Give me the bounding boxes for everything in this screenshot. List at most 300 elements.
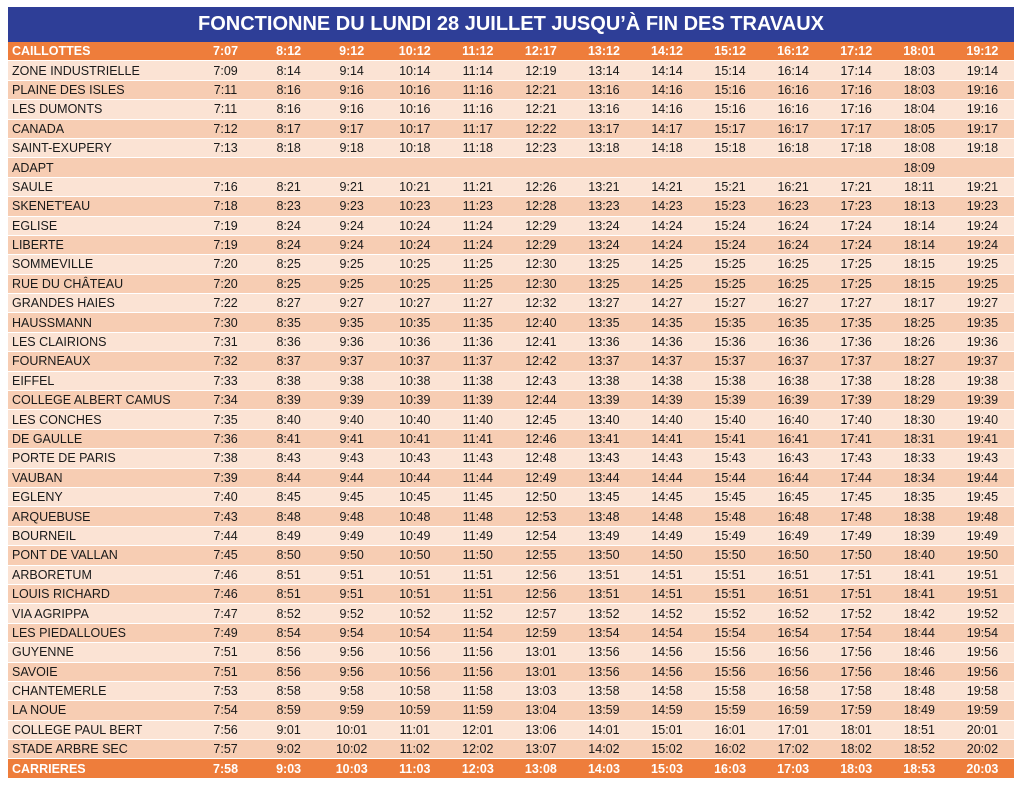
time-cell: 17:38: [825, 371, 888, 390]
table-row: [8, 138, 1014, 157]
time-cell: 16:41: [762, 429, 825, 448]
time-cell: 17:40: [825, 410, 888, 429]
time-cell: 15:25: [699, 255, 762, 274]
time-cell: 17:50: [825, 546, 888, 565]
time-cell: 14:51: [635, 565, 698, 584]
time-cell: 19:52: [951, 604, 1014, 623]
time-cell: 15:51: [699, 584, 762, 603]
time-cell: 13:06: [509, 720, 572, 739]
time-cell: 7:22: [194, 294, 257, 313]
time-cell: 11:44: [446, 468, 509, 487]
time-cell: 14:51: [635, 584, 698, 603]
time-cell: 14:41: [635, 429, 698, 448]
time-cell: 18:13: [888, 197, 951, 216]
time-cell: 14:59: [635, 701, 698, 720]
time-cell: 16:12: [762, 42, 825, 61]
table-row: [8, 487, 1014, 506]
time-cell: 13:38: [572, 371, 635, 390]
time-cell: 13:04: [509, 701, 572, 720]
table-row: [8, 371, 1014, 390]
time-cell: 14:48: [635, 507, 698, 526]
time-cell: 17:01: [762, 720, 825, 739]
time-cell: 15:24: [699, 235, 762, 254]
time-cell: 15:25: [699, 274, 762, 293]
stop-name: PLAINE DES ISLES: [8, 80, 194, 99]
time-cell: 13:24: [572, 216, 635, 235]
time-cell: 14:24: [635, 216, 698, 235]
time-cell: [446, 158, 509, 177]
time-cell: 11:36: [446, 332, 509, 351]
time-cell: 7:32: [194, 352, 257, 371]
time-cell: 9:35: [320, 313, 383, 332]
time-cell: 8:36: [257, 332, 320, 351]
stop-name: BOURNEIL: [8, 526, 194, 545]
time-cell: 13:21: [572, 177, 635, 196]
time-cell: 19:43: [951, 449, 1014, 468]
time-cell: 19:41: [951, 429, 1014, 448]
time-cell: 18:29: [888, 391, 951, 410]
time-cell: 7:39: [194, 468, 257, 487]
time-cell: 9:40: [320, 410, 383, 429]
time-cell: 9:16: [320, 80, 383, 99]
time-cell: 8:16: [257, 80, 320, 99]
stop-name: DE GAULLE: [8, 429, 194, 448]
time-cell: 14:58: [635, 681, 698, 700]
time-cell: 7:33: [194, 371, 257, 390]
time-cell: 19:38: [951, 371, 1014, 390]
time-cell: 17:12: [825, 42, 888, 61]
time-cell: 12:54: [509, 526, 572, 545]
time-cell: 9:12: [320, 42, 383, 61]
time-cell: 10:16: [383, 80, 446, 99]
time-cell: 17:23: [825, 197, 888, 216]
time-cell: 13:35: [572, 313, 635, 332]
time-cell: 15:54: [699, 623, 762, 642]
time-cell: 8:18: [257, 138, 320, 157]
time-cell: 13:39: [572, 391, 635, 410]
time-cell: 19:56: [951, 662, 1014, 681]
time-cell: 14:21: [635, 177, 698, 196]
stop-name: STADE ARBRE SEC: [8, 740, 194, 759]
table-row: [8, 158, 1014, 177]
time-cell: 11:48: [446, 507, 509, 526]
time-cell: 18:02: [825, 740, 888, 759]
stop-name: CAILLOTTES: [8, 42, 194, 61]
time-cell: 18:04: [888, 100, 951, 119]
time-cell: 9:54: [320, 623, 383, 642]
stop-name: FOURNEAUX: [8, 352, 194, 371]
time-cell: 10:48: [383, 507, 446, 526]
time-cell: 13:17: [572, 119, 635, 138]
time-cell: 11:41: [446, 429, 509, 448]
time-cell: 12:02: [446, 740, 509, 759]
time-cell: [320, 158, 383, 177]
time-cell: 14:27: [635, 294, 698, 313]
time-cell: 16:35: [762, 313, 825, 332]
time-cell: 19:27: [951, 294, 1014, 313]
time-cell: 19:18: [951, 138, 1014, 157]
time-cell: 12:32: [509, 294, 572, 313]
time-cell: 12:03: [446, 759, 509, 778]
time-cell: 7:07: [194, 42, 257, 61]
table-row: [8, 643, 1014, 662]
time-cell: 9:56: [320, 662, 383, 681]
time-cell: 14:40: [635, 410, 698, 429]
time-cell: 8:48: [257, 507, 320, 526]
time-cell: 11:25: [446, 255, 509, 274]
time-cell: 18:26: [888, 332, 951, 351]
time-cell: 16:23: [762, 197, 825, 216]
time-cell: 18:41: [888, 584, 951, 603]
time-cell: 10:27: [383, 294, 446, 313]
time-cell: 11:16: [446, 80, 509, 99]
time-cell: 11:24: [446, 216, 509, 235]
time-cell: 7:51: [194, 662, 257, 681]
time-cell: 13:16: [572, 100, 635, 119]
time-cell: 10:24: [383, 216, 446, 235]
time-cell: 13:40: [572, 410, 635, 429]
time-cell: 19:49: [951, 526, 1014, 545]
time-cell: 16:54: [762, 623, 825, 642]
time-cell: 8:58: [257, 681, 320, 700]
time-cell: 14:25: [635, 274, 698, 293]
time-cell: 16:40: [762, 410, 825, 429]
time-cell: 12:21: [509, 100, 572, 119]
time-cell: 11:51: [446, 565, 509, 584]
time-cell: 14:43: [635, 449, 698, 468]
table-row: [8, 429, 1014, 448]
time-cell: 11:52: [446, 604, 509, 623]
time-cell: 11:18: [446, 138, 509, 157]
time-cell: 17:17: [825, 119, 888, 138]
time-cell: 17:39: [825, 391, 888, 410]
time-cell: 12:28: [509, 197, 572, 216]
time-cell: 15:02: [635, 740, 698, 759]
time-cell: 17:25: [825, 274, 888, 293]
time-cell: 7:49: [194, 623, 257, 642]
time-cell: 8:52: [257, 604, 320, 623]
time-cell: 16:25: [762, 274, 825, 293]
stop-name: PONT DE VALLAN: [8, 546, 194, 565]
time-cell: 11:45: [446, 487, 509, 506]
time-cell: 9:51: [320, 584, 383, 603]
time-cell: 18:31: [888, 429, 951, 448]
time-cell: 9:59: [320, 701, 383, 720]
time-cell: 18:40: [888, 546, 951, 565]
time-cell: 10:40: [383, 410, 446, 429]
time-cell: 11:50: [446, 546, 509, 565]
time-cell: 9:18: [320, 138, 383, 157]
time-cell: 16:38: [762, 371, 825, 390]
stop-name: COLLEGE ALBERT CAMUS: [8, 391, 194, 410]
time-cell: 11:49: [446, 526, 509, 545]
time-cell: 10:14: [383, 61, 446, 80]
time-cell: 18:52: [888, 740, 951, 759]
time-cell: 14:49: [635, 526, 698, 545]
time-cell: 19:51: [951, 584, 1014, 603]
stop-name: LES CONCHES: [8, 410, 194, 429]
time-cell: 10:12: [383, 42, 446, 61]
time-cell: 10:43: [383, 449, 446, 468]
time-cell: 19:21: [951, 177, 1014, 196]
time-cell: 11:24: [446, 235, 509, 254]
time-cell: 10:51: [383, 565, 446, 584]
table-row: [8, 468, 1014, 487]
time-cell: 17:02: [762, 740, 825, 759]
time-cell: 15:56: [699, 662, 762, 681]
time-cell: 7:38: [194, 449, 257, 468]
time-cell: 19:45: [951, 487, 1014, 506]
table-row: [8, 584, 1014, 603]
time-cell: 11:14: [446, 61, 509, 80]
time-cell: 12:30: [509, 274, 572, 293]
time-cell: 14:56: [635, 662, 698, 681]
time-cell: 16:37: [762, 352, 825, 371]
time-cell: 19:16: [951, 100, 1014, 119]
table-row: [8, 313, 1014, 332]
time-cell: 13:45: [572, 487, 635, 506]
time-cell: 9:51: [320, 565, 383, 584]
time-cell: 10:54: [383, 623, 446, 642]
time-cell: [699, 158, 762, 177]
time-cell: 7:46: [194, 584, 257, 603]
time-cell: 13:01: [509, 643, 572, 662]
stop-name: GRANDES HAIES: [8, 294, 194, 313]
time-cell: 19:50: [951, 546, 1014, 565]
time-cell: 9:52: [320, 604, 383, 623]
time-cell: 17:14: [825, 61, 888, 80]
time-cell: 10:25: [383, 255, 446, 274]
time-cell: 12:41: [509, 332, 572, 351]
time-cell: 18:17: [888, 294, 951, 313]
time-cell: 14:12: [635, 42, 698, 61]
time-cell: 16:16: [762, 100, 825, 119]
time-cell: 12:56: [509, 565, 572, 584]
time-cell: 13:50: [572, 546, 635, 565]
time-cell: 13:07: [509, 740, 572, 759]
stop-name: COLLEGE PAUL BERT: [8, 720, 194, 739]
table-row: [8, 546, 1014, 565]
time-cell: 9:45: [320, 487, 383, 506]
stop-name: GUYENNE: [8, 643, 194, 662]
time-cell: 15:01: [635, 720, 698, 739]
stop-name: ZONE INDUSTRIELLE: [8, 61, 194, 80]
time-cell: 9:03: [257, 759, 320, 778]
time-cell: 12:30: [509, 255, 572, 274]
time-cell: 19:14: [951, 61, 1014, 80]
time-cell: 16:51: [762, 584, 825, 603]
time-cell: 12:23: [509, 138, 572, 157]
time-cell: 16:14: [762, 61, 825, 80]
time-cell: 14:02: [572, 740, 635, 759]
time-cell: 8:51: [257, 565, 320, 584]
time-cell: 15:56: [699, 643, 762, 662]
time-cell: [509, 158, 572, 177]
time-cell: 15:50: [699, 546, 762, 565]
time-cell: 9:48: [320, 507, 383, 526]
time-cell: 17:37: [825, 352, 888, 371]
time-cell: 7:47: [194, 604, 257, 623]
time-cell: 18:03: [888, 80, 951, 99]
time-cell: 18:49: [888, 701, 951, 720]
table-row: [8, 759, 1014, 778]
time-cell: 15:38: [699, 371, 762, 390]
time-cell: 9:43: [320, 449, 383, 468]
time-cell: 16:49: [762, 526, 825, 545]
table-row: [8, 681, 1014, 700]
stop-name: SAULE: [8, 177, 194, 196]
table-row: [8, 526, 1014, 545]
time-cell: 19:36: [951, 332, 1014, 351]
time-cell: [194, 158, 257, 177]
time-cell: 13:51: [572, 565, 635, 584]
time-cell: 12:29: [509, 216, 572, 235]
table-row: [8, 701, 1014, 720]
time-cell: 9:24: [320, 216, 383, 235]
time-cell: 13:03: [509, 681, 572, 700]
time-cell: 17:36: [825, 332, 888, 351]
time-cell: 7:43: [194, 507, 257, 526]
table-row: [8, 662, 1014, 681]
time-cell: 8:44: [257, 468, 320, 487]
time-cell: 13:41: [572, 429, 635, 448]
time-cell: 18:41: [888, 565, 951, 584]
time-cell: 17:45: [825, 487, 888, 506]
time-cell: 15:58: [699, 681, 762, 700]
time-cell: 7:31: [194, 332, 257, 351]
time-cell: 12:59: [509, 623, 572, 642]
time-cell: 7:46: [194, 565, 257, 584]
time-cell: 15:48: [699, 507, 762, 526]
time-cell: 9:50: [320, 546, 383, 565]
time-cell: 9:41: [320, 429, 383, 448]
time-cell: 18:39: [888, 526, 951, 545]
time-cell: 11:17: [446, 119, 509, 138]
time-cell: 15:03: [635, 759, 698, 778]
time-cell: 16:36: [762, 332, 825, 351]
time-cell: 13:08: [509, 759, 572, 778]
time-cell: 17:16: [825, 80, 888, 99]
time-cell: 12:44: [509, 391, 572, 410]
stop-name: VIA AGRIPPA: [8, 604, 194, 623]
stop-name: LES CLAIRIONS: [8, 332, 194, 351]
table-row: [8, 177, 1014, 196]
time-cell: 17:56: [825, 662, 888, 681]
time-cell: 10:52: [383, 604, 446, 623]
time-cell: 7:53: [194, 681, 257, 700]
time-cell: 20:01: [951, 720, 1014, 739]
time-cell: 11:40: [446, 410, 509, 429]
time-cell: 17:56: [825, 643, 888, 662]
time-cell: 14:03: [572, 759, 635, 778]
time-cell: 16:44: [762, 468, 825, 487]
time-cell: 9:58: [320, 681, 383, 700]
time-cell: 17:51: [825, 584, 888, 603]
time-cell: 10:16: [383, 100, 446, 119]
time-cell: 11:59: [446, 701, 509, 720]
time-cell: [635, 158, 698, 177]
time-cell: 15:52: [699, 604, 762, 623]
time-cell: 13:12: [572, 42, 635, 61]
time-cell: 9:23: [320, 197, 383, 216]
time-cell: 14:01: [572, 720, 635, 739]
time-cell: 15:44: [699, 468, 762, 487]
time-cell: 17:51: [825, 565, 888, 584]
time-cell: 18:14: [888, 235, 951, 254]
time-cell: 15:41: [699, 429, 762, 448]
table-row: [8, 449, 1014, 468]
time-cell: 12:01: [446, 720, 509, 739]
time-cell: 13:16: [572, 80, 635, 99]
time-cell: 12:45: [509, 410, 572, 429]
time-cell: 10:02: [320, 740, 383, 759]
time-cell: 8:40: [257, 410, 320, 429]
time-cell: 16:21: [762, 177, 825, 196]
time-cell: 9:39: [320, 391, 383, 410]
time-cell: 18:11: [888, 177, 951, 196]
time-cell: 19:24: [951, 235, 1014, 254]
time-cell: 15:23: [699, 197, 762, 216]
time-cell: 9:49: [320, 526, 383, 545]
time-cell: 17:24: [825, 235, 888, 254]
time-cell: 13:59: [572, 701, 635, 720]
time-cell: 18:05: [888, 119, 951, 138]
time-cell: 17:16: [825, 100, 888, 119]
time-cell: 17:35: [825, 313, 888, 332]
time-cell: 17:18: [825, 138, 888, 157]
time-cell: 17:54: [825, 623, 888, 642]
time-cell: 14:56: [635, 643, 698, 662]
time-cell: 13:49: [572, 526, 635, 545]
time-cell: 19:23: [951, 197, 1014, 216]
schedule-body: [8, 42, 1014, 778]
time-cell: 7:18: [194, 197, 257, 216]
time-cell: 18:14: [888, 216, 951, 235]
stop-name: PORTE DE PARIS: [8, 449, 194, 468]
time-cell: 15:18: [699, 138, 762, 157]
time-cell: 14:45: [635, 487, 698, 506]
time-cell: 18:38: [888, 507, 951, 526]
time-cell: 10:50: [383, 546, 446, 565]
time-cell: 19:48: [951, 507, 1014, 526]
time-cell: 9:27: [320, 294, 383, 313]
time-cell: 10:37: [383, 352, 446, 371]
time-cell: 18:25: [888, 313, 951, 332]
table-row: [8, 565, 1014, 584]
time-cell: 10:41: [383, 429, 446, 448]
time-cell: 11:25: [446, 274, 509, 293]
time-cell: 8:54: [257, 623, 320, 642]
time-cell: 17:44: [825, 468, 888, 487]
time-cell: 11:37: [446, 352, 509, 371]
time-cell: 13:37: [572, 352, 635, 371]
time-cell: 18:08: [888, 138, 951, 157]
stop-name: LOUIS RICHARD: [8, 584, 194, 603]
time-cell: 8:37: [257, 352, 320, 371]
time-cell: 12:29: [509, 235, 572, 254]
time-cell: 16:03: [699, 759, 762, 778]
time-cell: 11:27: [446, 294, 509, 313]
time-cell: 7:13: [194, 138, 257, 157]
time-cell: 10:44: [383, 468, 446, 487]
stop-name: SOMMEVILLE: [8, 255, 194, 274]
table-row: [8, 100, 1014, 119]
stop-name: LA NOUE: [8, 701, 194, 720]
time-cell: 12:40: [509, 313, 572, 332]
time-cell: 17:58: [825, 681, 888, 700]
table-row: [8, 235, 1014, 254]
time-cell: 7:44: [194, 526, 257, 545]
